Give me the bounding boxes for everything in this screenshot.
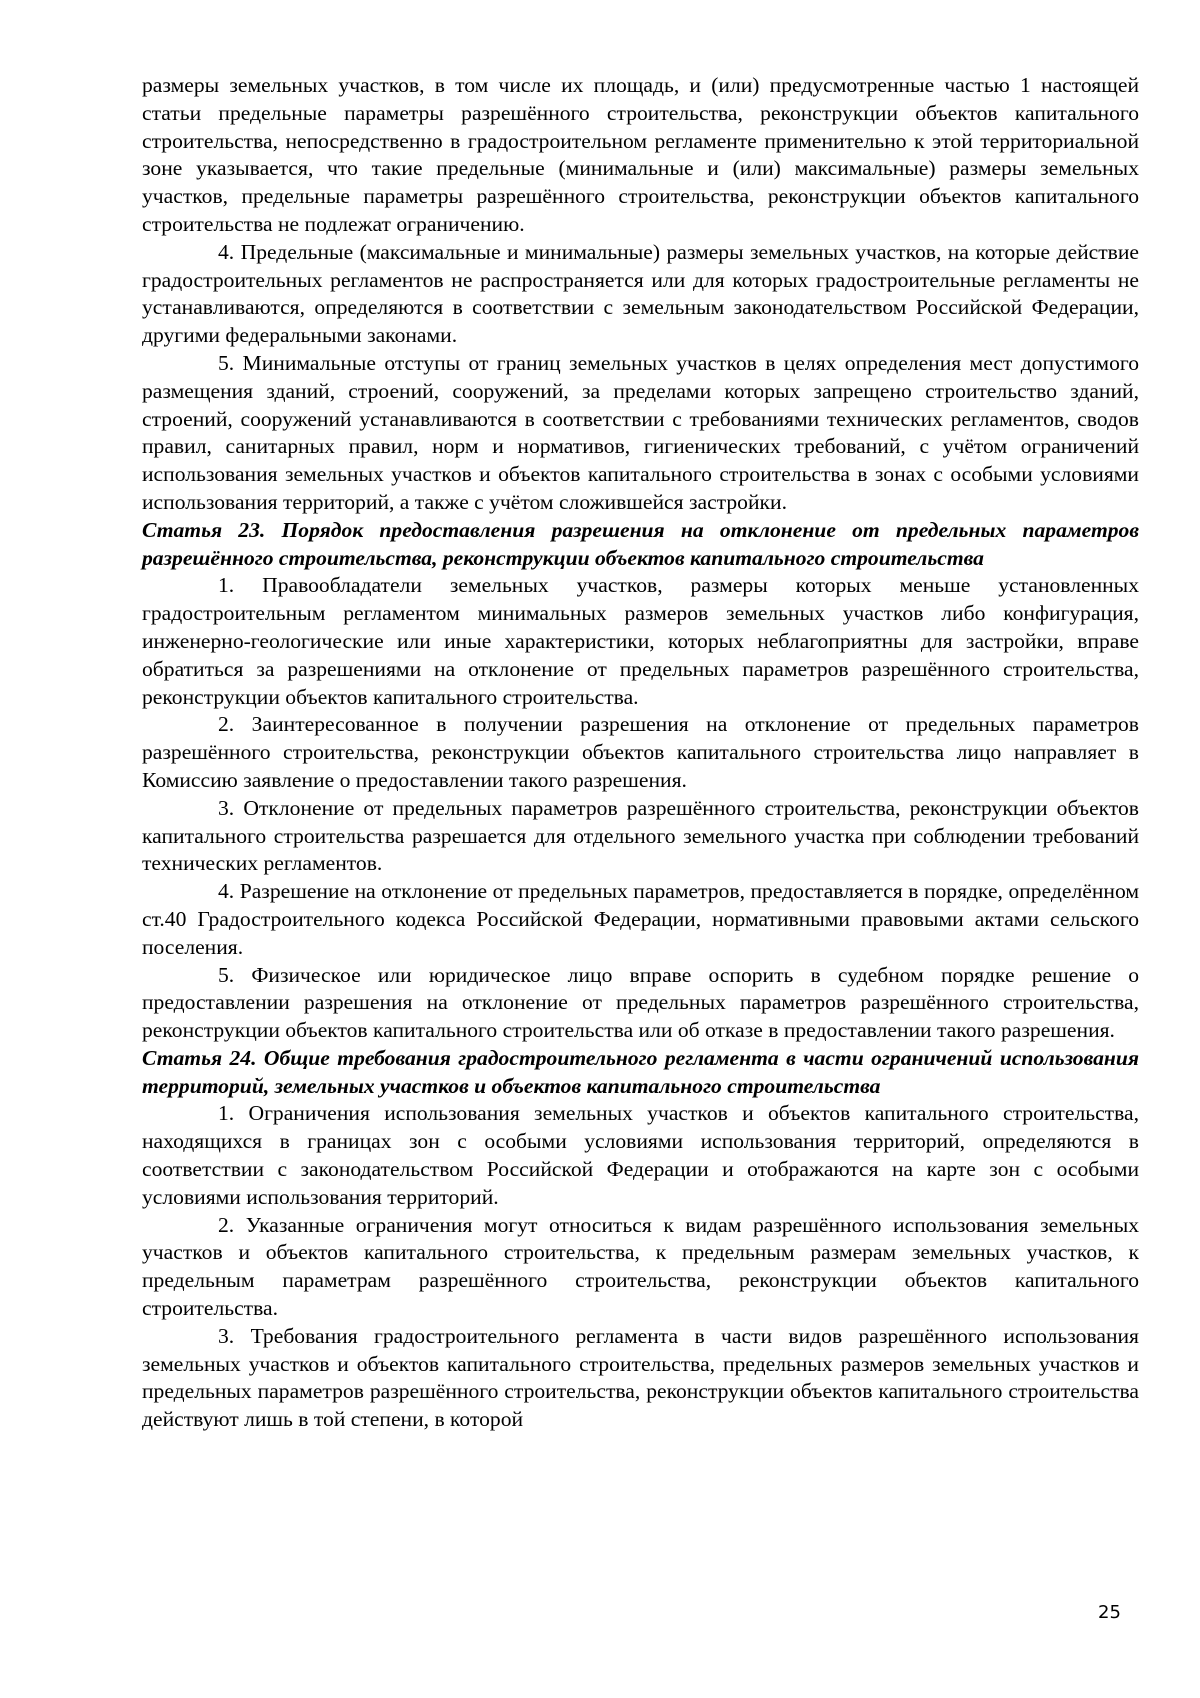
article-23-heading: Статья 23. Порядок предоставления разрешения на отклонение от предельных параметров разрешённого строительства, реконструкции объектов капитального строительства: [142, 517, 1139, 570]
paragraph-item-5: 5. Минимальные отступы от границ земельных участков в целях определения мест допустимого размещения зданий, строений, сооружений, за пределами которых запрещено строительство зданий, строений, сооружений устанавливаются в соответствии с требованиями технических регламентов, сводов правил, санитарных правил, норм и нормативов, гигиенических требований, с учётом ограничений использования земельных участков и объектов капитального строительства в зонах с особыми условиями использования территорий, а также с учётом сложившейся застройки.: [142, 350, 1139, 514]
article-23-item-2: 2. Заинтересованное в получении разрешения на отклонение от предельных параметров разрешённого строительства, реконструкции объектов капитального строительства лицо направляет в Комиссию заявление о предоставлении такого разрешения.: [142, 712, 1139, 792]
article-24-item-2: 2. Указанные ограничения могут относиться к видам разрешённого использования земельных участков и объектов капитального строительства, к предельным размерам земельных участков, к предельным параметрам разрешённого строительства, реконструкции объектов капитального строительства.: [142, 1212, 1139, 1321]
paragraph-item-4: 4. Предельные (максимальные и минимальные) размеры земельных участков, на которые действие градостроительных регламентов не распространяется или для которых градостроительные регламенты не устанавливаются, определяются в соответствии с земельным законодательством Российской Федерации, другими федеральными законами.: [142, 239, 1139, 348]
article-23-item-1: 1. Правообладатели земельных участков, размеры которых меньше установленных градостроительным регламентом минимальных размеров земельных участков либо конфигурация, инженерно-геологические или иные характеристики, которых неблагоприятны для застройки, вправе обратиться за разрешениями на отклонение от предельных параметров разрешённого строительства, реконструкции объектов капитального строительства.: [142, 573, 1139, 709]
article-23-item-3: 3. Отклонение от предельных параметров разрешённого строительства, реконструкции объектов капитального строительства разрешается для отдельного земельного участка при соблюдении требований технических регламентов.: [142, 795, 1139, 876]
article-24-item-1: 1. Ограничения использования земельных участков и объектов капитального строительства, находящихся в границах зон с особыми условиями использования территорий, определяются в соответствии с законодательством Российской Федерации и отображаются на карте зон с особыми условиями использования территорий.: [142, 1101, 1139, 1209]
article-24-item-3: 3. Требования градостроительного регламента в части видов разрешённого использования земельных участков и объектов капитального строительства, предельных размеров земельных участков и предельных параметров разрешённого строительства, реконструкции объектов капитального строительства действуют лишь в той степени, в которой: [142, 1323, 1139, 1432]
article-24-heading: Статья 24. Общие требования градостроительного регламента в части ограничений использования территорий, земельных участков и объектов капитального строительства: [142, 1045, 1139, 1098]
article-23-item-4: 4. Разрешение на отклонение от предельных параметров, предоставляется в порядке, определённом ст.40 Градостроительного кодекса Российской Федерации, нормативными правовыми актами сельского поселения.: [142, 879, 1139, 959]
page-number: 25: [1098, 1602, 1121, 1623]
paragraph: размеры земельных участков, в том числе их площадь, и (или) предусмотренные частью 1 настоящей статьи предельные параметры разрешённого строительства, реконструкции объектов капитального строительства, непосредственно в градостроительном регламенте применительно к этой территориальной зоне указывается, что такие предельные (минимальные и (или) максимальные) размеры земельных участков, предельные параметры разрешённого строительства, реконструкции объектов капитального строительства не подлежат ограничению.: [142, 73, 1139, 236]
article-23-item-5: 5. Физическое или юридическое лицо вправе оспорить в судебном порядке решение о предоставлении разрешения на отклонение от предельных параметров разрешённого строительства, реконструкции объектов капитального строительства или об отказе в предоставлении такого разрешения.: [142, 962, 1139, 1043]
document-page: [142, 72, 1139, 1434]
